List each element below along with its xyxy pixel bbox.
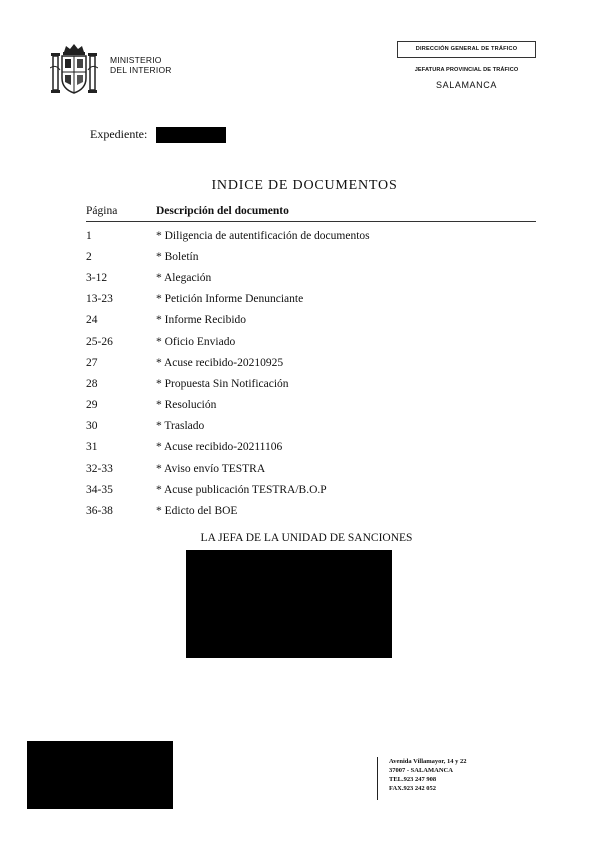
table-row [86, 289, 536, 310]
expediente-redaction [156, 127, 226, 143]
table-row [86, 373, 536, 394]
address-line-2: 37007 - SALAMANCA [389, 767, 453, 774]
table-row [86, 331, 536, 352]
row-page: 31 [86, 441, 98, 454]
table-row [86, 225, 536, 246]
signature-redaction [186, 550, 392, 658]
row-description: * Acuse publicación TESTRA/B.O.P [156, 483, 327, 496]
jefatura-label: JEFATURA PROVINCIAL DE TRÁFICO [414, 67, 519, 73]
table-row [86, 395, 536, 416]
table-row [86, 458, 536, 479]
row-description: * Acuse recibido-20210925 [156, 356, 284, 369]
row-description: * Traslado [156, 420, 205, 433]
row-description: * Oficio Enviado [156, 335, 236, 348]
phone-line: TEL.923 247 908 [389, 776, 437, 783]
table-header [86, 205, 536, 222]
signer-title: LA JEFA DE LA UNIDAD DE SANCIONES [200, 532, 413, 544]
row-description: * Propuesta Sin Notificación [156, 377, 289, 390]
header-page: Página [86, 205, 118, 217]
city-label: SALAMANCA [436, 80, 497, 90]
row-page: 29 [86, 399, 98, 412]
row-description: * Edicto del BOE [156, 505, 238, 518]
header-description: Descripción del documento [156, 205, 289, 217]
table-row [86, 310, 536, 331]
table-row [86, 352, 536, 373]
table-row [86, 500, 536, 521]
row-description: * Alegación [156, 271, 212, 284]
footer-address [377, 757, 466, 800]
ministry-line-2: DEL INTERIOR [110, 65, 172, 75]
document-title: INDICE DE DOCUMENTOS [211, 178, 398, 193]
row-page: 27 [86, 356, 98, 369]
row-page: 34-35 [86, 483, 113, 496]
ministry-name [110, 55, 172, 75]
address-line-1: Avenida Villamayor, 14 y 22 [389, 758, 467, 765]
ministry-line-1: MINISTERIO [110, 55, 162, 65]
row-page: 13-23 [86, 293, 113, 306]
footer-redaction [27, 741, 173, 809]
row-description: * Aviso envío TESTRA [156, 462, 266, 475]
row-page: 2 [86, 250, 92, 263]
table-row [86, 437, 536, 458]
dgt-header-box: DIRECCIÓN GENERAL DE TRÁFICO [397, 41, 536, 58]
row-description: * Petición Informe Denunciante [156, 293, 304, 306]
row-description: * Resolución [156, 399, 217, 412]
table-row [86, 267, 536, 288]
fax-line: FAX.923 242 052 [389, 785, 437, 792]
row-page: 28 [86, 377, 98, 390]
row-page: 36-38 [86, 505, 113, 518]
table-row [86, 416, 536, 437]
document-index-table [86, 205, 536, 522]
row-page: 24 [86, 314, 98, 327]
row-page: 30 [86, 420, 98, 433]
row-page: 3-12 [86, 271, 108, 284]
table-body [86, 222, 536, 522]
row-description: * Informe Recibido [156, 314, 247, 327]
row-page: 32-33 [86, 462, 113, 475]
row-page: 25-26 [86, 335, 113, 348]
table-row [86, 479, 536, 500]
row-description: * Boletín [156, 250, 199, 263]
row-description: * Acuse recibido-20211106 [156, 441, 283, 454]
coat-of-arms-icon [50, 42, 98, 98]
table-row [86, 246, 536, 267]
row-page: 1 [86, 229, 92, 242]
expediente-label: Expediente: [90, 127, 148, 141]
row-description: * Diligencia de autentificación de documentos [156, 229, 370, 242]
